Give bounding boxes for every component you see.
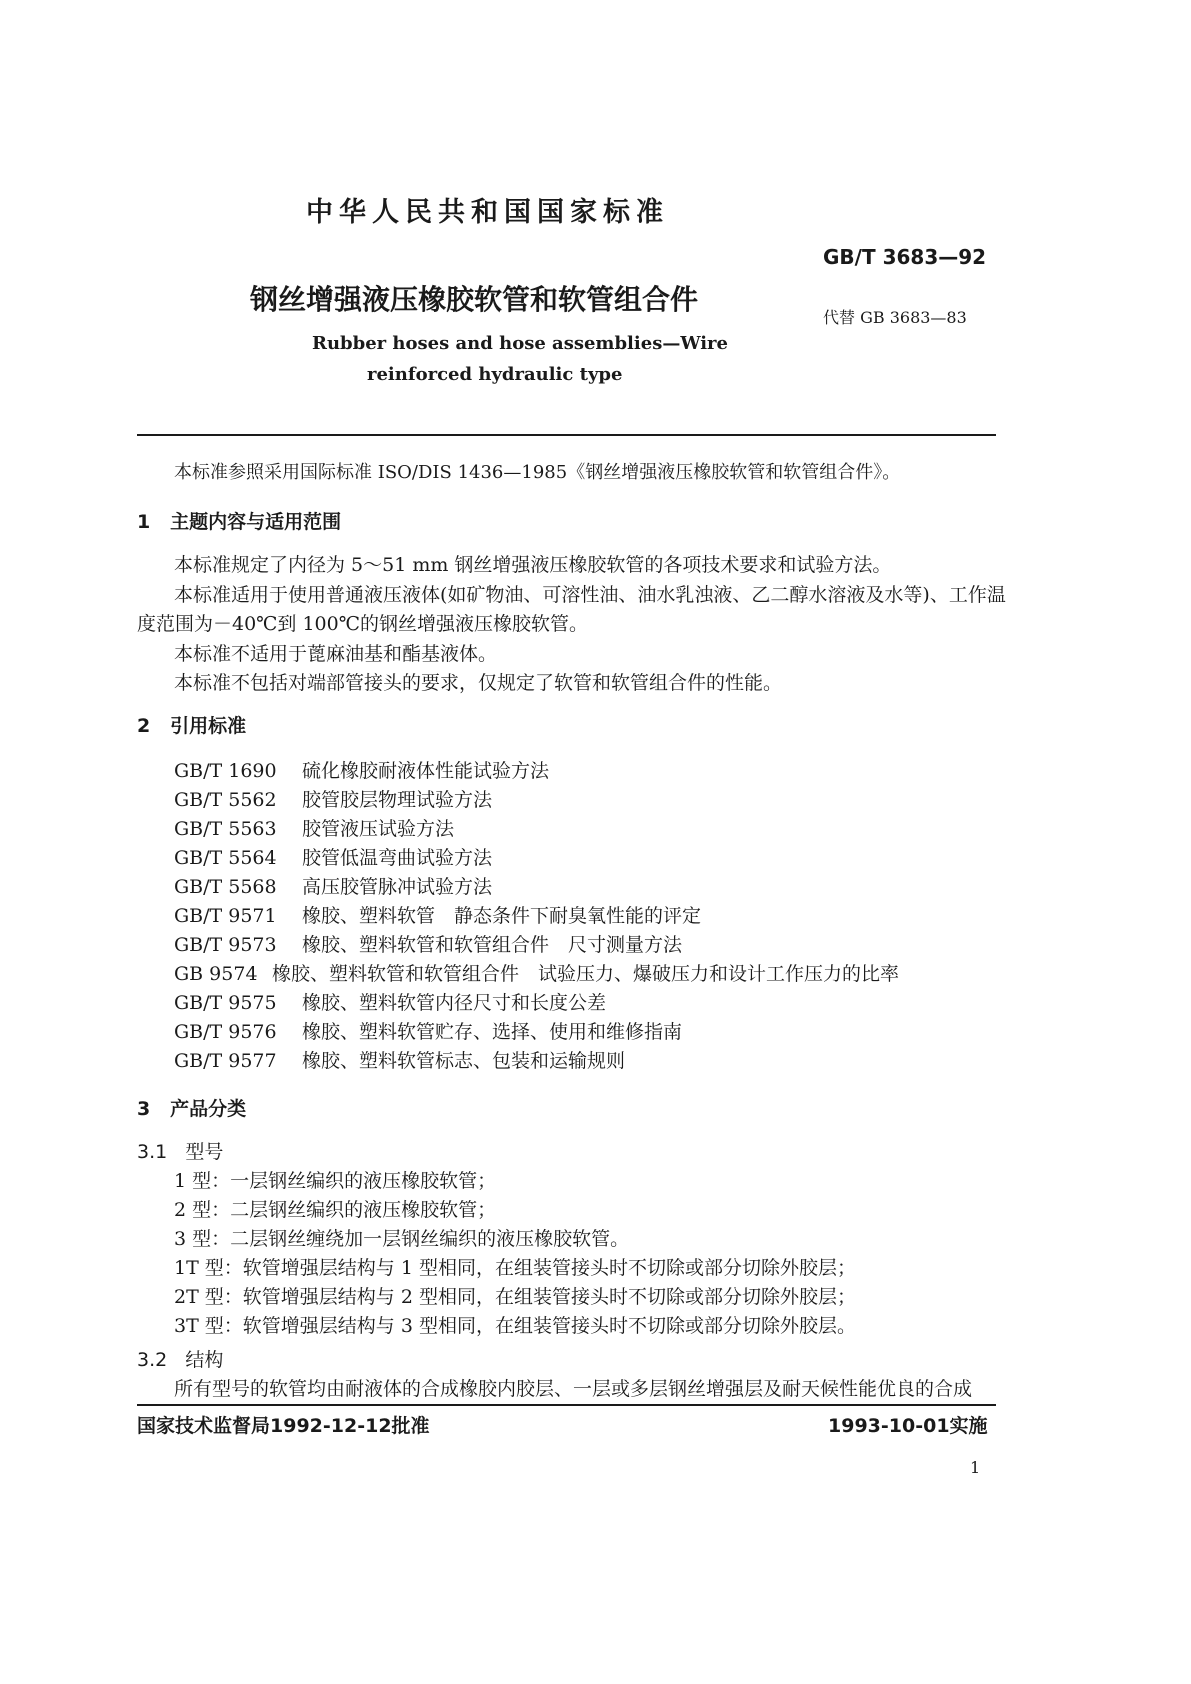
reference-code: GB/T 1690 [174, 760, 277, 782]
section-number: 1 [137, 511, 151, 533]
reference-title: 橡胶、塑料软管内径尺寸和长度公差 [302, 992, 607, 1014]
reference-title: 硫化橡胶耐液体性能试验方法 [302, 760, 550, 782]
paragraph: 本标准不适用于蓖麻油基和酯基液体。 [174, 643, 498, 665]
reference-title: 橡胶、塑料软管贮存、选择、使用和维修指南 [302, 1021, 683, 1043]
paragraph: 本标准不包括对端部管接头的要求，仅规定了软管和软管组合件的性能。 [174, 672, 783, 694]
reference-title: 橡胶、塑料软管和软管组合件 试验压力、爆破压力和设计工作压力的比率 [272, 963, 900, 985]
type-item: 1T 型：软管增强层结构与 1 型相同，在组装管接头时不切除或部分切除外胶层； [174, 1257, 856, 1279]
paragraph-continuation: 度范围为－40℃到 100℃的钢丝增强液压橡胶软管。 [137, 613, 588, 635]
structure-paragraph: 所有型号的软管均由耐液体的合成橡胶内胶层、一层或多层钢丝增强层及耐天候性能优良的合成 [174, 1378, 973, 1400]
type-item: 2 型：二层钢丝编织的液压橡胶软管； [174, 1199, 497, 1221]
reference-item [174, 843, 492, 870]
paragraph: 本标准适用于使用普通液压液体(如矿物油、可溶性油、油水乳浊液、乙二醇水溶液及水等)、工作温 [174, 584, 1006, 606]
intro-paragraph: 本标准参照采用国际标准 ISO/DIS 1436—1985《钢丝增强液压橡胶软管和软管组合件》。 [174, 462, 901, 483]
subsection-title: 结构 [185, 1349, 224, 1371]
type-item: 3T 型：软管增强层结构与 3 型相同，在组装管接头时不切除或部分切除外胶层。 [174, 1315, 856, 1337]
national-standard-title: 中华人民共和国国家标准 [306, 197, 669, 228]
type-item: 3 型：二层钢丝缠绕加一层钢丝编织的液压橡胶软管。 [174, 1228, 630, 1250]
section-title: 产品分类 [170, 1098, 247, 1120]
footer-rule [137, 1404, 996, 1406]
reference-title: 高压胶管脉冲试验方法 [302, 876, 493, 898]
paragraph: 本标准规定了内径为 5～51 mm 钢丝增强液压橡胶软管的各项技术要求和试验方法。 [174, 554, 892, 576]
subsection-3-2-heading [137, 1345, 223, 1372]
standard-number: GB/T 3683—92 [823, 245, 987, 269]
reference-title: 胶管低温弯曲试验方法 [302, 847, 493, 869]
document-title: 钢丝增强液压橡胶软管和软管组合件 [250, 283, 699, 316]
section-number: 3 [137, 1098, 151, 1120]
reference-code: GB/T 9577 [174, 1050, 277, 1072]
reference-code: GB/T 5568 [174, 876, 277, 898]
reference-title: 胶管液压试验方法 [302, 818, 455, 840]
reference-item [174, 814, 454, 841]
reference-item [174, 959, 899, 986]
section-2-heading [137, 711, 246, 738]
section-title: 主题内容与适用范围 [170, 511, 342, 533]
approval-date: 国家技术监督局1992-12-12批准 [137, 1415, 430, 1437]
replaces-note: 代替 GB 3683—83 [823, 308, 967, 327]
reference-item [174, 1046, 625, 1073]
reference-code: GB/T 9573 [174, 934, 277, 956]
reference-item [174, 756, 549, 783]
section-3-heading [137, 1094, 246, 1121]
reference-code: GB/T 5564 [174, 847, 277, 869]
type-item: 1 型：一层钢丝编织的液压橡胶软管； [174, 1170, 497, 1192]
english-title-line2: reinforced hydraulic type [367, 364, 623, 385]
subsection-number: 3.1 [137, 1141, 168, 1163]
section-number: 2 [137, 715, 151, 737]
reference-item [174, 988, 606, 1015]
section-title: 引用标准 [170, 715, 247, 737]
reference-code: GB/T 9571 [174, 905, 277, 927]
reference-item [174, 785, 492, 812]
reference-item [174, 1017, 682, 1044]
reference-title: 胶管胶层物理试验方法 [302, 789, 493, 811]
subsection-title: 型号 [185, 1141, 224, 1163]
reference-item [174, 930, 682, 957]
section-1-heading [137, 507, 341, 534]
reference-item [174, 872, 492, 899]
reference-code: GB/T 9576 [174, 1021, 277, 1043]
reference-title: 橡胶、塑料软管标志、包装和运输规则 [302, 1050, 626, 1072]
reference-code: GB 9574 [174, 963, 258, 985]
reference-title: 橡胶、塑料软管 静态条件下耐臭氧性能的评定 [302, 905, 702, 927]
reference-item [174, 901, 701, 928]
reference-code: GB/T 5563 [174, 818, 277, 840]
reference-code: GB/T 9575 [174, 992, 277, 1014]
subsection-3-1-heading [137, 1137, 223, 1164]
subsection-number: 3.2 [137, 1349, 168, 1371]
header-rule [137, 434, 996, 436]
reference-title: 橡胶、塑料软管和软管组合件 尺寸测量方法 [302, 934, 683, 956]
type-item: 2T 型：软管增强层结构与 2 型相同，在组装管接头时不切除或部分切除外胶层； [174, 1286, 856, 1308]
english-title-line1: Rubber hoses and hose assemblies—Wire [312, 333, 728, 354]
reference-code: GB/T 5562 [174, 789, 277, 811]
page-number: 1 [970, 1458, 981, 1477]
effective-date: 1993-10-01实施 [828, 1415, 988, 1437]
